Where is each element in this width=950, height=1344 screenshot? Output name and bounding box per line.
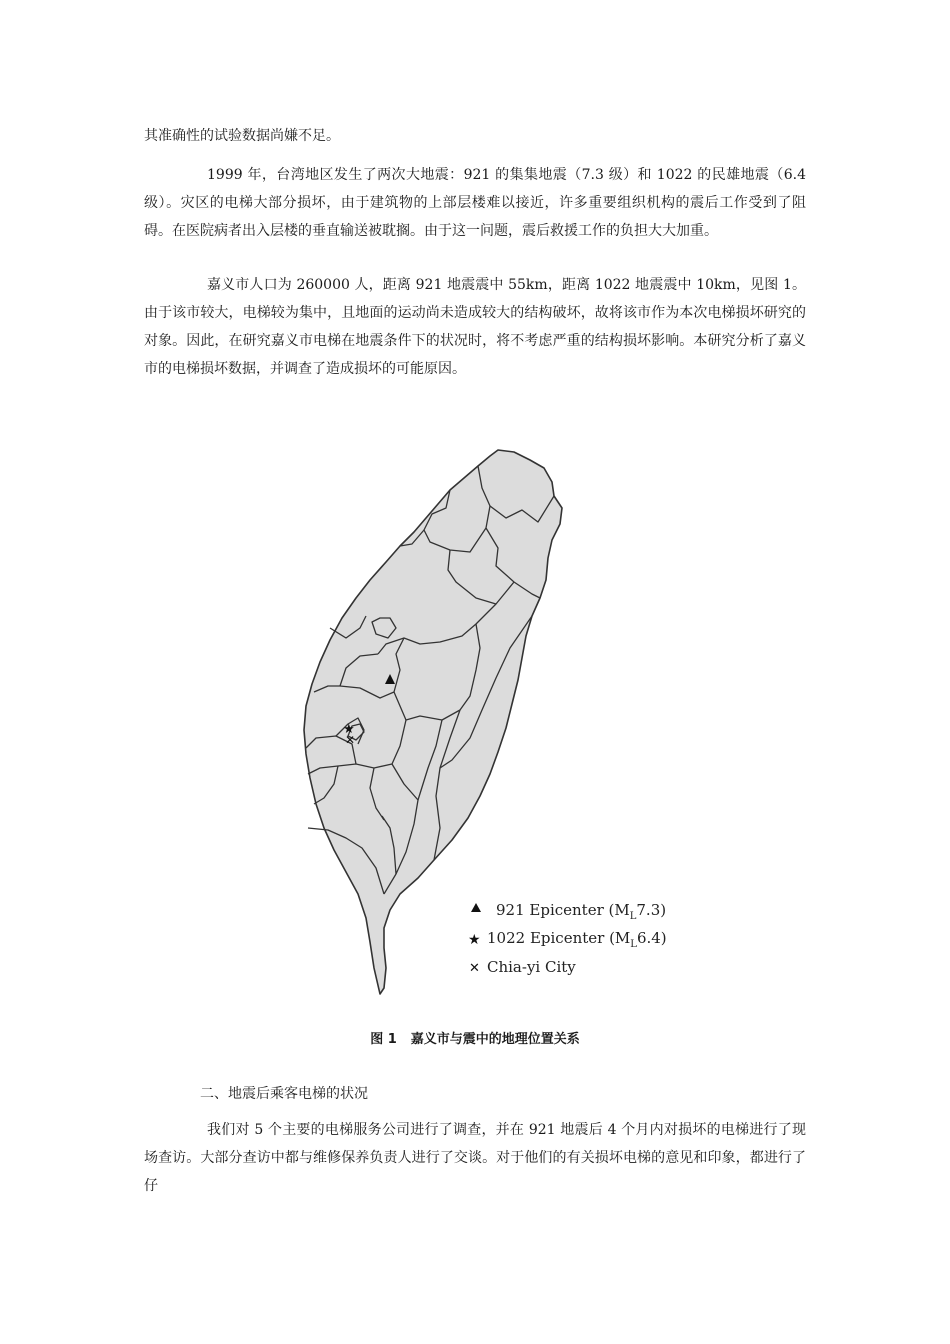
legend-921: 921 Epicenter $(M_L7.3)$ — [496, 901, 667, 922]
taiwan-map-figure — [300, 448, 680, 998]
paragraph-continuation: 其准确性的试验数据尚嫌不足。 — [144, 128, 340, 144]
figure-number: 图 1 — [370, 1032, 397, 1047]
legend-triangle-icon — [471, 903, 481, 912]
legend-1022: 1022 Epicenter $(M_L6.4)$ — [487, 929, 667, 950]
section-heading: 二、地震后乘客电梯的状况 — [200, 1086, 368, 1102]
paragraph-earthquakes: 1999 年，台湾地区发生了两次大地震：921 的集集地震（7.3 级）和 1022 的民雄地震（6.4 级）。灾区的电梯大部分损坏，由于建筑物的上部层楼难以接近，许多重要组织机构的震后工作受到了阻碍。在医院病者出入层楼的垂直输送被耽搁。由于这一问题，震后救援工作的负担大大加重。 — [144, 167, 806, 239]
legend-cross-icon: ✕ — [469, 961, 480, 976]
legend-star-icon: ★ — [468, 932, 481, 948]
paragraph-chiayi: 嘉义市人口为 260000 人，距离 921 地震震中 55km，距离 1022 地震震中 10km，见图 1。由于该市较大，电梯较为集中，且地面的运动尚未造成较大的结构破坏，故将该市作为本次电梯损坏研究的对象。因此，在研究嘉义市电梯在地震条件下的状况时，将不考虑严重的结构损坏影响。本研究分析了嘉义市的电梯损坏数据，并调查了造成损坏的可能原因。 — [144, 277, 806, 377]
figure-caption-text: 嘉义市与震中的地理位置关系 — [410, 1032, 580, 1047]
legend-city: Chia-yi City — [487, 958, 576, 976]
chiayi-city-marker: ✕ — [345, 733, 356, 747]
taiwan-map — [300, 448, 680, 998]
map-legend — [468, 901, 667, 976]
paragraph-survey: 我们对 5 个主要的电梯服务公司进行了调查，并在 921 地震后 4 个月内对损坏的电梯进行了现场查访。大部分查访中都与维修保养负责人进行了交谈。对于他们的有关损坏电梯的意见和印象，都进行了仔 — [144, 1122, 806, 1194]
figure-caption — [0, 1028, 950, 1047]
epicenter-1022-marker: ★ — [343, 722, 355, 737]
